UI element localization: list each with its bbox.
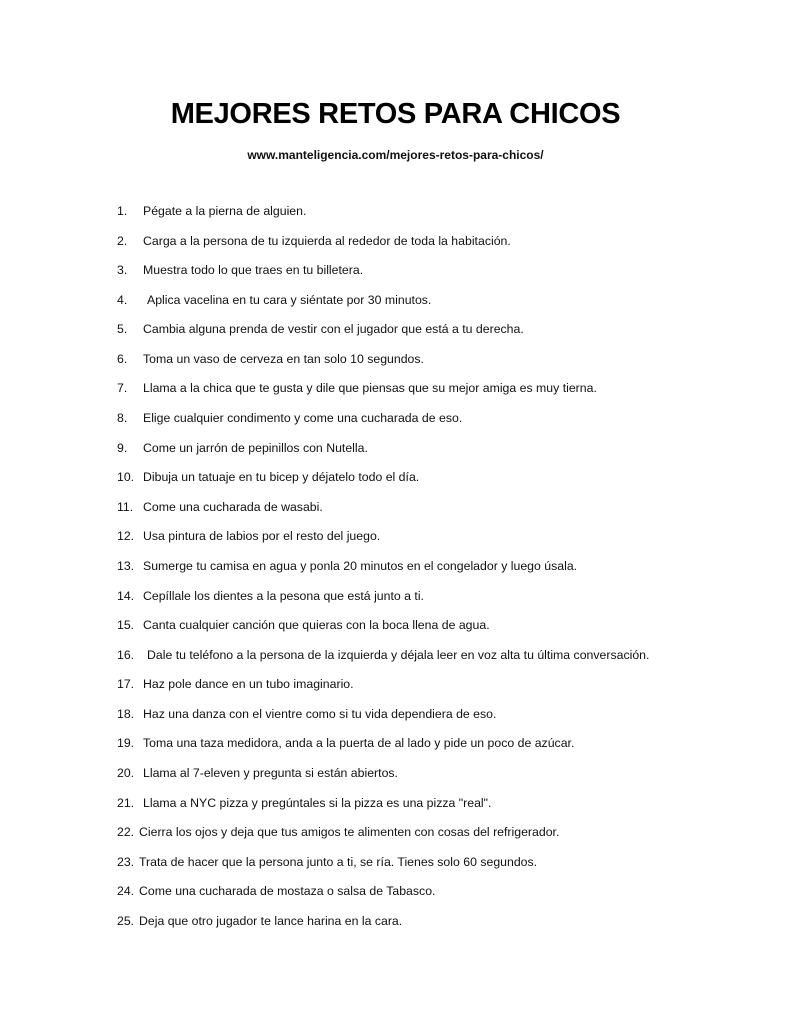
item-text: Cierra los ojos y deja que tus amigos te alimenten con cosas del refrigerador. xyxy=(139,825,560,840)
item-number: 20. xyxy=(117,765,135,780)
list-item xyxy=(117,470,649,500)
item-text: Usa pintura de labios por el resto del juego. xyxy=(143,529,381,544)
item-number: 17. xyxy=(117,677,135,692)
list-item xyxy=(117,352,649,382)
item-number: 15. xyxy=(117,618,135,633)
item-text: Toma un vaso de cerveza en tan solo 10 segundos. xyxy=(143,351,424,366)
item-text: Llama a NYC pizza y pregúntales si la pizza es una pizza "real". xyxy=(143,795,492,810)
item-number: 18. xyxy=(117,706,135,721)
list-item xyxy=(117,411,649,441)
list-item xyxy=(117,322,649,352)
item-number: 8. xyxy=(117,411,128,426)
item-number: 4. xyxy=(117,292,128,307)
source-url: www.manteligencia.com/mejores-retos-para-chicos/ xyxy=(247,148,544,162)
list-item xyxy=(117,855,649,885)
list-item xyxy=(117,589,649,619)
list-item xyxy=(117,736,649,766)
item-text: Muestra todo lo que traes en tu billetera. xyxy=(143,263,364,278)
list-item xyxy=(117,825,649,855)
list-item xyxy=(117,914,649,944)
list-item xyxy=(117,707,649,737)
item-text: Canta cualquier canción que quieras con la boca llena de agua. xyxy=(143,618,490,633)
list-item xyxy=(117,677,649,707)
item-text: Dibuja un tatuaje en tu bicep y déjatelo todo el día. xyxy=(143,470,420,485)
list-item xyxy=(117,618,649,648)
item-number: 25. xyxy=(117,913,135,928)
list-item xyxy=(117,648,649,678)
list-item xyxy=(117,204,649,234)
item-text: Haz una danza con el vientre como si tu vida dependiera de eso. xyxy=(143,706,497,721)
item-number: 13. xyxy=(117,558,135,573)
item-number: 7. xyxy=(117,381,128,396)
item-number: 21. xyxy=(117,795,135,810)
item-number: 9. xyxy=(117,440,128,455)
item-number: 2. xyxy=(117,233,128,248)
item-text: Trata de hacer que la persona junto a ti, se ría. Tienes solo 60 segundos. xyxy=(139,854,538,869)
item-text: Carga a la persona de tu izquierda al rededor de toda la habitación. xyxy=(143,233,511,248)
item-text: Elige cualquier condimento y come una cucharada de eso. xyxy=(143,411,463,426)
item-text: Deja que otro jugador te lance harina en la cara. xyxy=(139,913,403,928)
list-item xyxy=(117,441,649,471)
item-text: Come una cucharada de wasabi. xyxy=(143,499,323,514)
item-text: Pégate a la pierna de alguien. xyxy=(143,204,307,218)
item-number: 1. xyxy=(117,204,128,218)
list-item xyxy=(117,884,649,914)
item-number: 10. xyxy=(117,470,135,485)
item-text: Come un jarrón de pepinillos con Nutella. xyxy=(143,440,368,455)
item-number: 12. xyxy=(117,529,135,544)
item-text: Llama al 7-eleven y pregunta si están abiertos. xyxy=(143,765,398,780)
list-item xyxy=(117,766,649,796)
item-text: Cepíllale los dientes a la pesona que está junto a ti. xyxy=(143,588,424,603)
item-text: Aplica vacelina en tu cara y siéntate por 30 minutos. xyxy=(147,292,432,307)
document-title: MEJORES RETOS PARA CHICOS xyxy=(170,98,621,130)
item-text: Come una cucharada de mostaza o salsa de Tabasco. xyxy=(139,884,436,899)
challenge-list xyxy=(117,204,649,943)
list-item xyxy=(117,529,649,559)
list-item xyxy=(117,263,649,293)
item-number: 14. xyxy=(117,588,135,603)
item-number: 19. xyxy=(117,736,135,751)
item-number: 22. xyxy=(117,825,135,840)
list-item xyxy=(117,381,649,411)
item-number: 16. xyxy=(117,647,135,662)
list-item xyxy=(117,559,649,589)
item-text: Sumerge tu camisa en agua y ponla 20 minutos en el congelador y luego úsala. xyxy=(143,558,578,573)
list-item xyxy=(117,796,649,826)
list-item xyxy=(117,293,649,323)
item-text: Toma una taza medidora, anda a la puerta de al lado y pide un poco de azúcar. xyxy=(143,736,575,751)
list-item xyxy=(117,500,649,530)
item-text: Haz pole dance en un tubo imaginario. xyxy=(143,677,354,692)
item-number: 23. xyxy=(117,854,135,869)
item-number: 24. xyxy=(117,884,135,899)
item-number: 3. xyxy=(117,263,128,278)
item-text: Llama a la chica que te gusta y dile que piensas que su mejor amiga es muy tierna. xyxy=(143,381,597,396)
list-item xyxy=(117,234,649,264)
item-number: 6. xyxy=(117,351,128,366)
item-number: 5. xyxy=(117,322,128,337)
item-text: Cambia alguna prenda de vestir con el jugador que está a tu derecha. xyxy=(143,322,524,337)
item-number: 11. xyxy=(117,499,134,514)
item-text: Dale tu teléfono a la persona de la izquierda y déjala leer en voz alta tu última conversación. xyxy=(147,647,650,662)
